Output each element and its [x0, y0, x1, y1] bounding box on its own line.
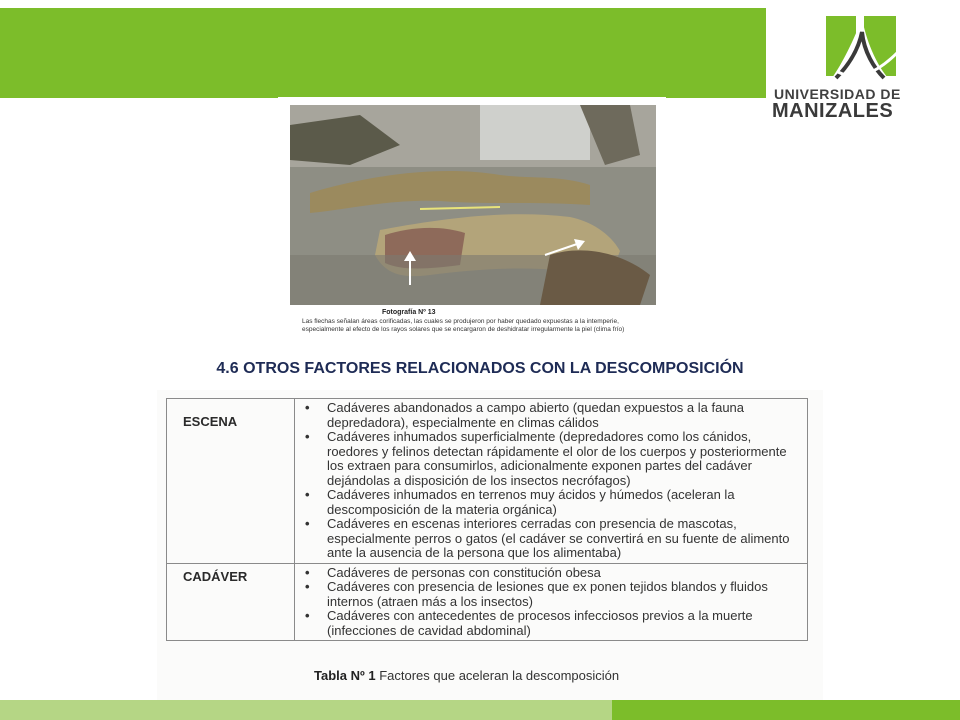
list-item: • Cadáveres con antecedentes de procesos infecciosos previos a la muerte (infecciones de cavidad abdominal)	[303, 609, 801, 638]
table-caption-label: Tabla Nº 1	[314, 668, 376, 683]
table-caption-text: Factores que aceleran la descomposición	[379, 668, 620, 683]
row-label-cadaver: CADÁVER	[167, 563, 295, 641]
row-label-escena: ESCENA	[167, 399, 295, 564]
section-heading: 4.6 OTROS FACTORES RELACIONADOS CON LA DESCOMPOSICIÓN	[216, 360, 744, 377]
list-item: • Cadáveres de personas con constitución obesa	[303, 566, 801, 581]
list-item: • Cadáveres inhumados superficialmente (depredadores como los cánidos, roedores y felinos detectan rápidamente el olor de los cuerpos y posteriormente los extraen para consumirlos, adicionalmente exponen partes del cadáver dejándolas a disposición de los insectos necrófagos)	[303, 430, 801, 488]
escena-list	[303, 401, 801, 561]
figure-photo	[278, 97, 666, 347]
logo-text-line1: UNIVERSIDAD DE	[774, 86, 901, 102]
list-item: • Cadáveres inhumados en terrenos muy ácidos y húmedos (aceleran la descomposición de la materia orgánica)	[303, 488, 801, 517]
list-item: • Cadáveres abandonados a campo abierto (quedan expuestos a la fauna depredadora), especialmente en climas cálidos	[303, 401, 801, 430]
factors-table-figure	[157, 390, 823, 700]
logo-emblem-icon	[818, 12, 910, 84]
university-logo	[768, 0, 960, 130]
header-green-bar	[0, 8, 766, 98]
photo-caption-text: Las flechas señalan áreas corificadas, las cuales se produjeron por haber quedado expuestas a la intemperie, especialmente al efecto de los rayos solares que se encargaron de deshidratar irregularmente la piel (clima frío)	[302, 318, 625, 333]
footer-bar-light	[0, 700, 612, 720]
footer-bar-dark	[612, 700, 960, 720]
table-caption	[314, 668, 619, 683]
photo-caption-title: Fotografía Nº 13	[382, 309, 436, 316]
list-item: • Cadáveres con presencia de lesiones que ex ponen tejidos blandos y fluidos internos (atraen más a los insectos)	[303, 580, 801, 609]
logo-text-line2: MANIZALES	[772, 100, 894, 122]
forensic-photo-image	[290, 105, 656, 305]
factors-table	[166, 398, 808, 641]
list-item: • Cadáveres en escenas interiores cerradas con presencia de mascotas, especialmente perros o gatos (el cadáver se convertirá en su fuente de alimento ante la ausencia de la persona que los alimentaba)	[303, 517, 801, 561]
table-row-escena	[167, 399, 808, 564]
table-row-cadaver	[167, 563, 808, 641]
cadaver-list	[303, 566, 801, 639]
